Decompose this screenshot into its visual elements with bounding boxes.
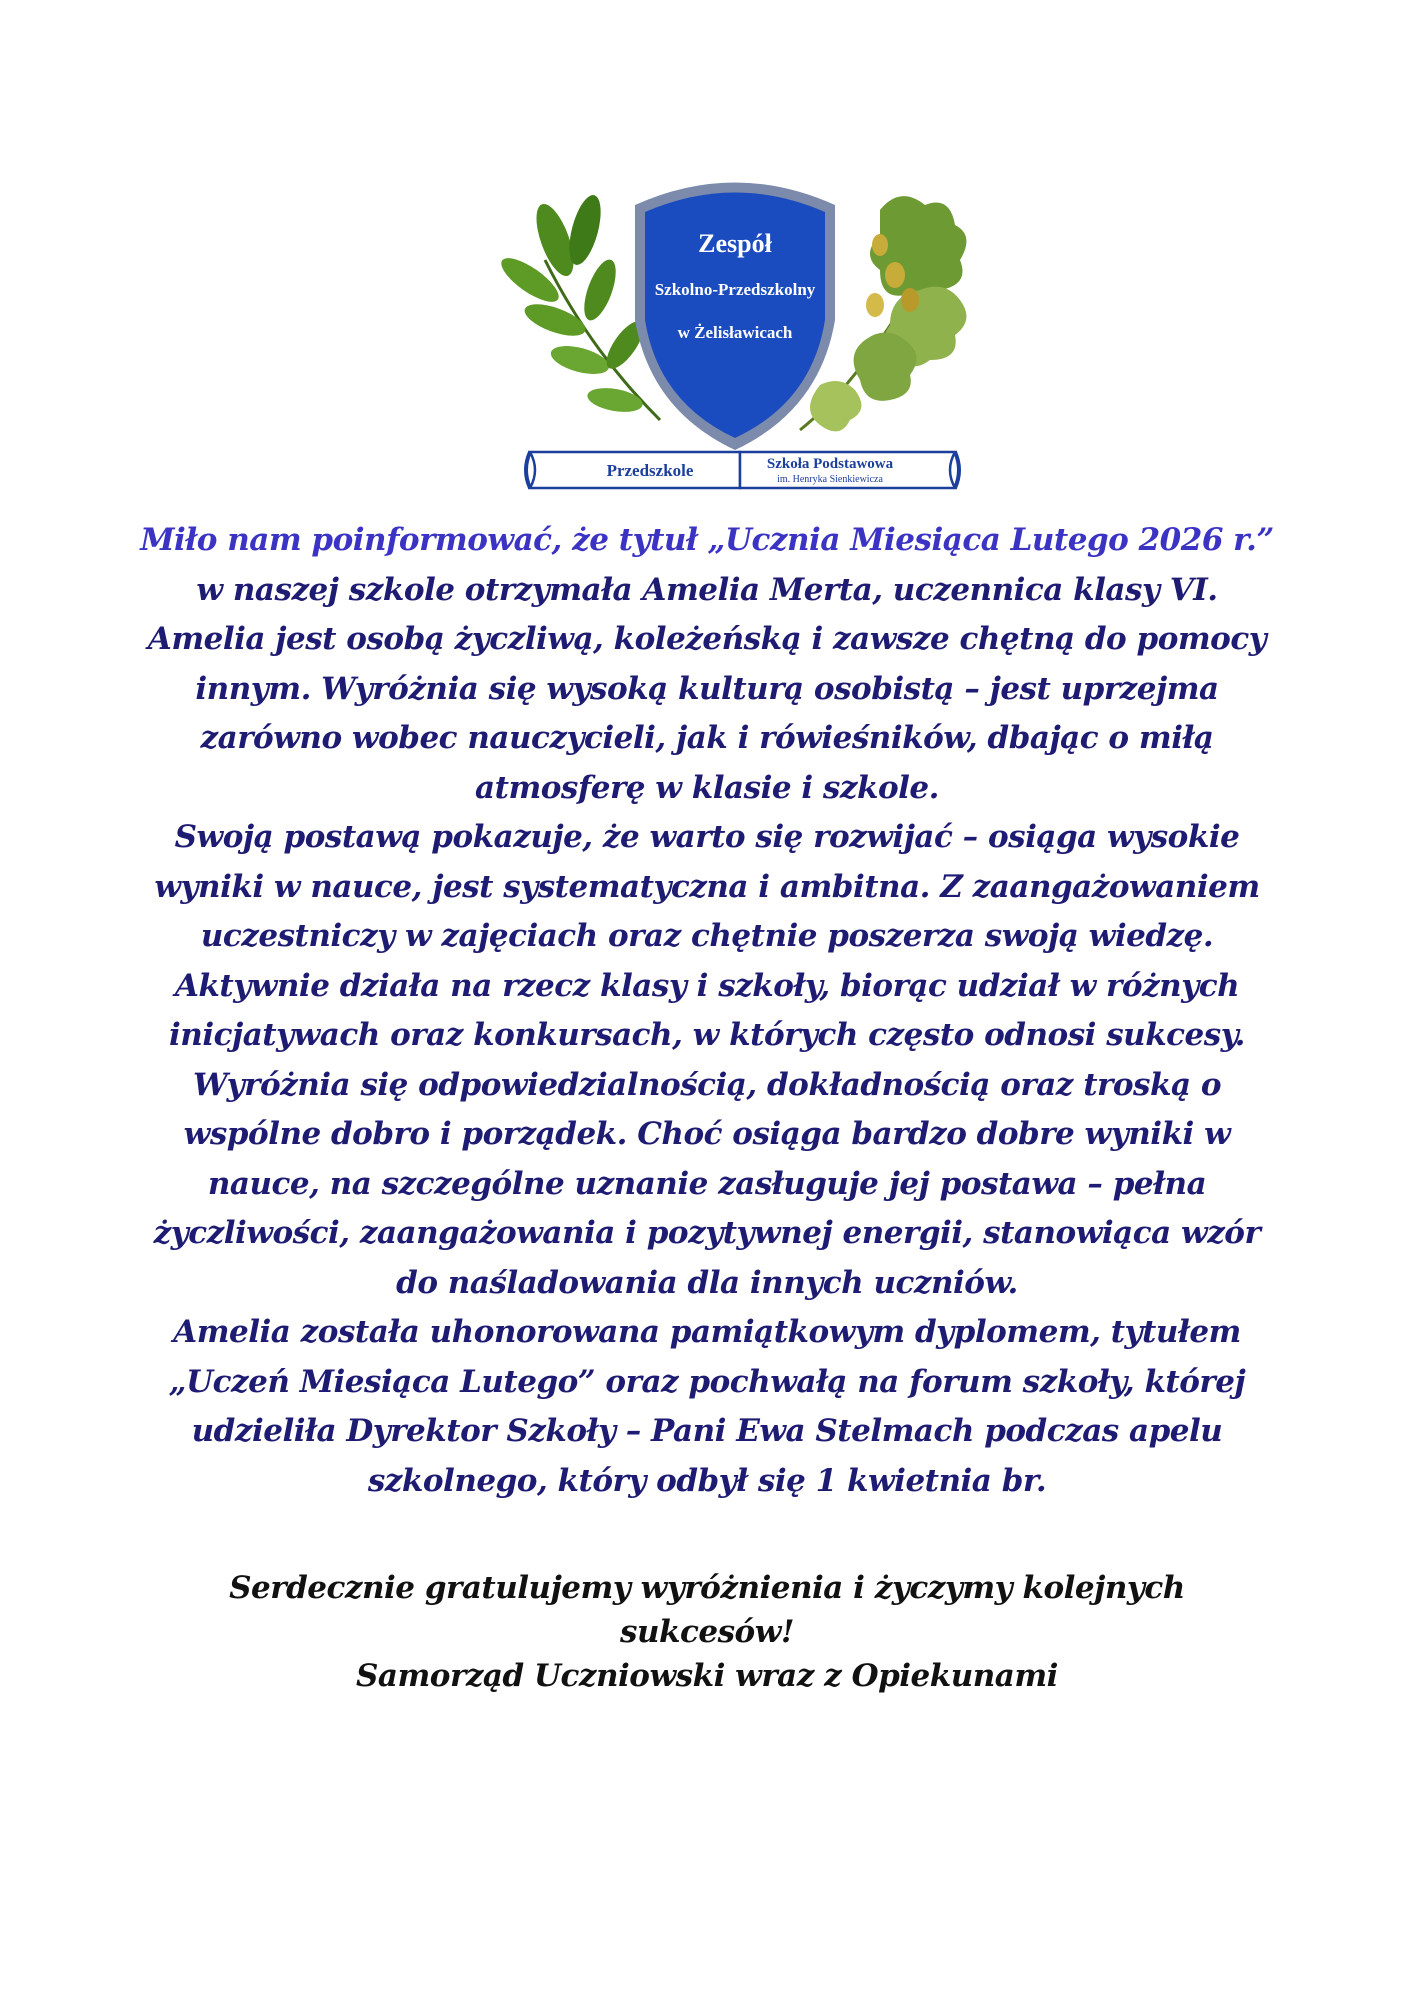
body-line: zarówno wobec nauczycieli, jak i rówieśników, dbając o miłą	[200, 720, 1214, 756]
logo-line2: Szkolno-Przedszkolny	[654, 280, 816, 299]
body-line: „Uczeń Miesiąca Lutego” oraz pochwałą na forum szkoły, której	[168, 1363, 1246, 1400]
body-line: Swoją postawą pokazuje, że warto się rozwijać – osiąga wysokie	[174, 819, 1240, 855]
body-line: udzieliła Dyrektor Szkoły – Pani Ewa Stelmach podczas apelu	[191, 1413, 1223, 1449]
school-logo	[500, 170, 970, 500]
body-line: Amelia została uhonorowana pamiątkowym dyplomem, tytułem	[173, 1314, 1241, 1350]
closing-line: sukcesów!	[620, 1614, 794, 1650]
body-line: Aktywnie działa na rzecz klasy i szkoły, biorąc udział w różnych	[174, 967, 1240, 1004]
body-line: szkolnego, który odbył się 1 kwietnia br.	[367, 1462, 1047, 1499]
ribbon-left-label: Przedszkole	[606, 461, 694, 480]
body-line: Amelia jest osobą życzliwą, koleżeńską i zawsze chętną do pomocy	[147, 621, 1267, 657]
ribbon-right-label: Szkoła Podstawowa	[766, 456, 894, 472]
signature-line: Samorząd Uczniowski wraz z Opiekunami	[356, 1658, 1058, 1694]
body-line: wyniki w nauce, jest systematyczna i ambitna. Z zaangażowaniem	[154, 868, 1260, 905]
body-line: nauce, na szczególne uznanie zasługuje jej postawa – pełna	[207, 1165, 1207, 1202]
ribbon-right-sublabel: im. Henryka Sienkiewicza	[777, 474, 883, 485]
body-line: do naśladowania dla innych uczniów.	[396, 1264, 1018, 1301]
body-line: w naszej szkole otrzymała Amelia Merta, uczennica klasy VI.	[196, 571, 1218, 608]
logo-line1: Zespół	[698, 229, 772, 258]
closing-line: Serdecznie gratulujemy wyróżnienia i życzymy kolejnych	[229, 1570, 1185, 1606]
closing-block	[60, 1566, 1354, 1698]
body-line: inicjatywach oraz konkursach, w których często odnosi sukcesy.	[169, 1017, 1245, 1053]
ribbon	[526, 452, 959, 488]
body-line: Miło nam poinformować, że tytuł „Ucznia Miesiąca Lutego 2026 r.”	[140, 522, 1274, 558]
body-line: innym. Wyróżnia się wysoką kulturą osobistą – jest uprzejma	[195, 670, 1219, 707]
body-line: wspólne dobro i porządek. Choć osiąga bardzo dobre wyniki w	[183, 1116, 1231, 1152]
logo-line3: w Żelisławicach	[677, 323, 793, 342]
announcement-body	[60, 516, 1354, 1506]
body-line: uczestniczy w zajęciach oraz chętnie poszerza swoją wiedzę.	[200, 918, 1214, 954]
body-line: życzliwości, zaangażowania i pozytywnej energii, stanowiąca wzór	[153, 1215, 1261, 1251]
shield-icon	[635, 183, 835, 451]
body-line: atmosferę w klasie i szkole.	[475, 769, 939, 806]
body-line: Wyróżnia się odpowiedzialnością, dokładnością oraz troską o	[192, 1066, 1222, 1103]
